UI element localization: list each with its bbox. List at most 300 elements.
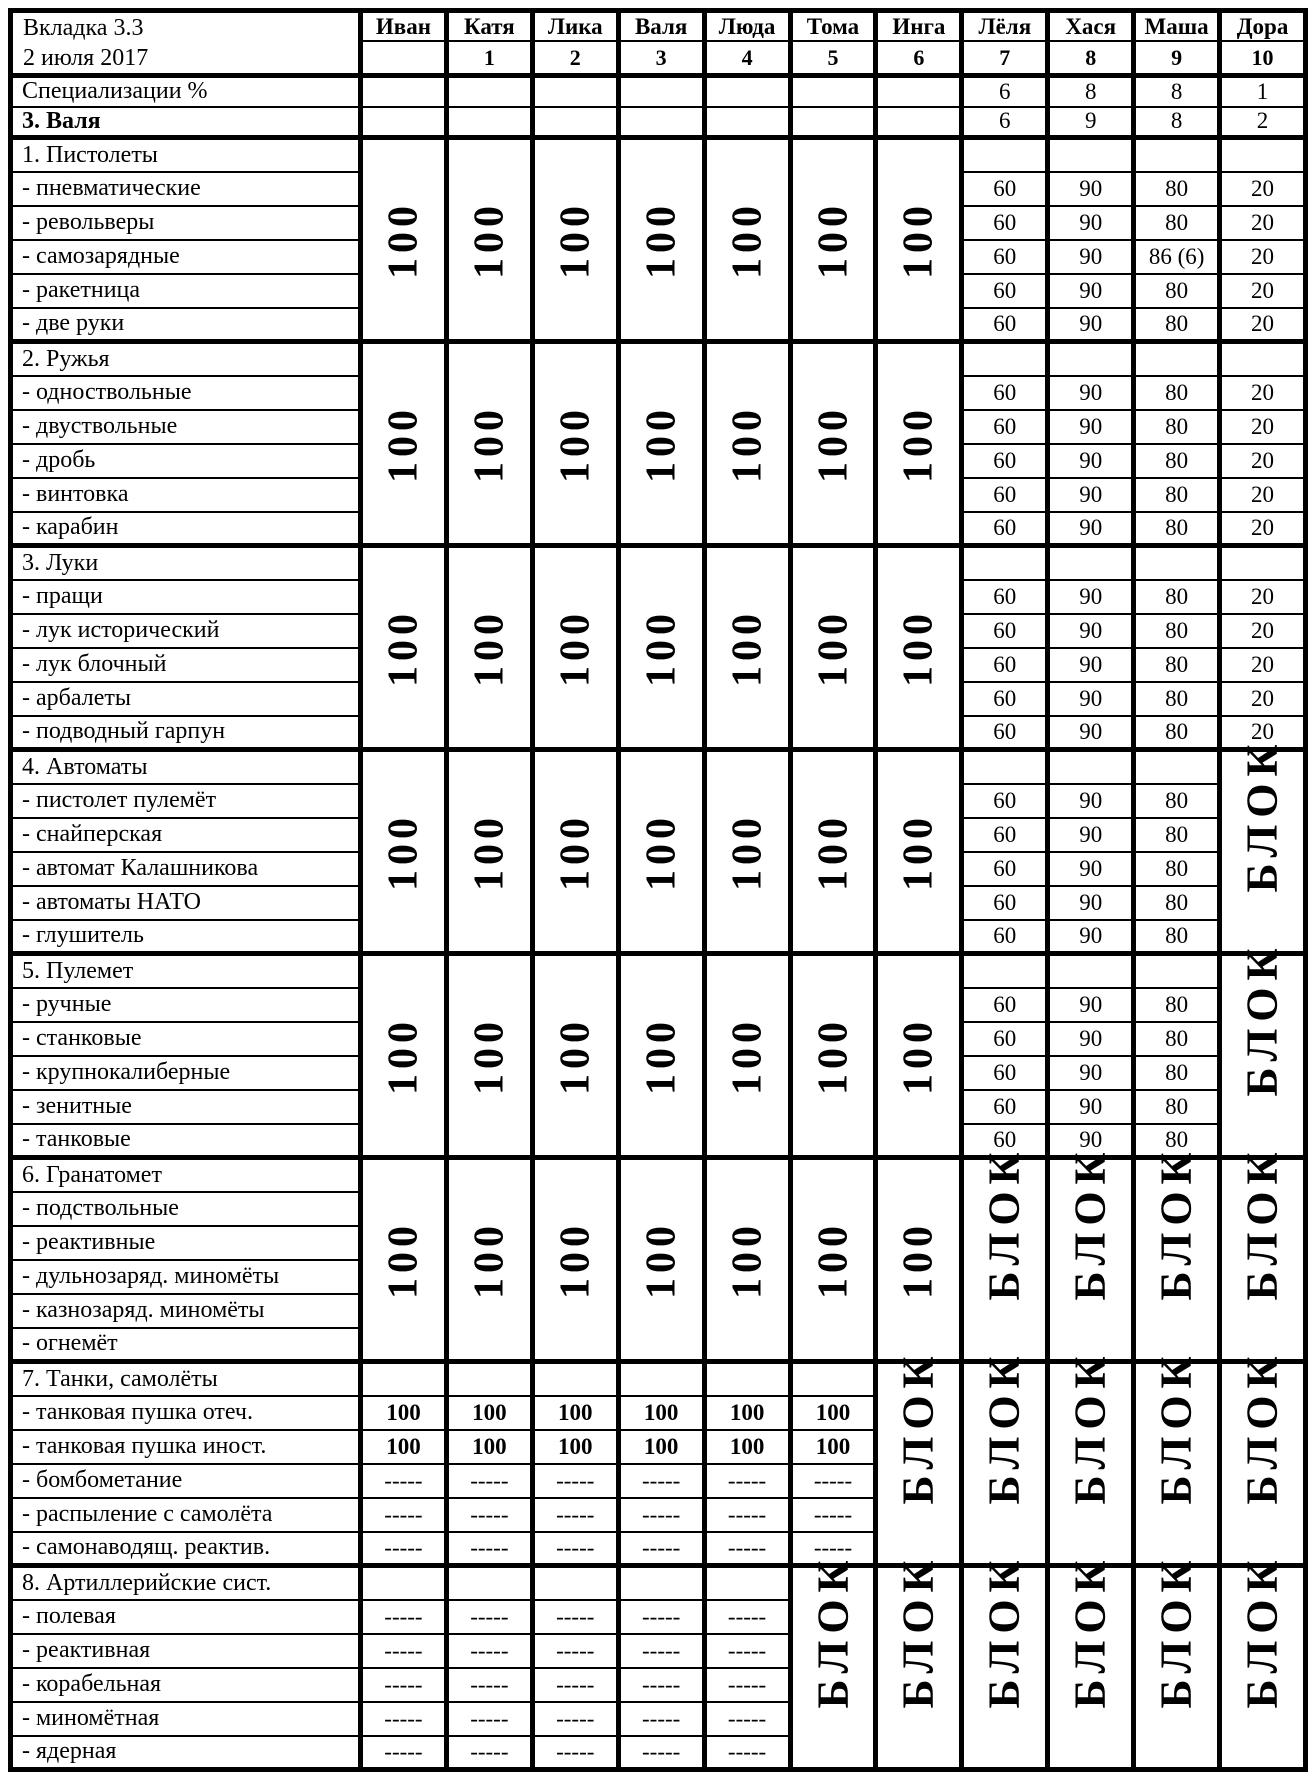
value-cell: 80	[1134, 818, 1220, 852]
rotated-100: 100	[638, 200, 685, 279]
block-cell	[876, 1553, 962, 1770]
value-cell: 100	[790, 1396, 876, 1430]
item-label: - танковые	[11, 1124, 361, 1158]
value-cell: 90	[1048, 1056, 1134, 1090]
valya-row-label: 3. Валя	[11, 107, 361, 138]
merged-100-cell	[876, 138, 962, 342]
item-label: - дробь	[11, 444, 361, 478]
value-cell: 60	[962, 988, 1048, 1022]
rotated-100: 100	[895, 1220, 942, 1299]
merged-100-cell	[532, 546, 618, 750]
value-cell: 1	[1220, 76, 1306, 107]
person-header-katya: Катя	[446, 11, 532, 42]
value-cell: -----	[446, 1498, 532, 1532]
value-cell: -----	[361, 1532, 447, 1566]
rotated-block: БЛОК	[1237, 941, 1287, 1096]
value-cell: -----	[361, 1668, 447, 1702]
empty-cell	[532, 107, 618, 138]
value-cell: 80	[1134, 478, 1220, 512]
value-cell: 90	[1048, 444, 1134, 478]
value-cell: -----	[790, 1464, 876, 1498]
empty-cell	[962, 750, 1048, 784]
value-cell: 80	[1134, 784, 1220, 818]
value-cell: 90	[1048, 682, 1134, 716]
merged-100-cell	[532, 1158, 618, 1362]
item-label: - лук исторический	[11, 614, 361, 648]
merged-100-cell	[704, 750, 790, 954]
section-title: 1. Пистолеты	[11, 138, 361, 172]
rotated-100: 100	[809, 608, 856, 687]
value-cell: -----	[446, 1668, 532, 1702]
rotated-100: 100	[380, 1016, 427, 1095]
rotated-100: 100	[552, 1016, 599, 1095]
value-cell: 100	[618, 1430, 704, 1464]
empty-cell	[1134, 138, 1220, 172]
empty-cell	[1048, 954, 1134, 988]
rotated-block: БЛОК	[1237, 737, 1287, 892]
block-cell	[1048, 1145, 1134, 1362]
block-cell	[1220, 941, 1306, 1158]
rotated-100: 100	[895, 1016, 942, 1095]
person-header-masha: Маша	[1134, 11, 1220, 42]
value-cell: 20	[1220, 410, 1306, 444]
value-cell: -----	[532, 1600, 618, 1634]
rotated-block: БЛОК	[979, 1145, 1029, 1300]
item-label: - танковая пушка иност.	[11, 1430, 361, 1464]
person-number: 10	[1220, 41, 1306, 75]
rotated-100: 100	[466, 608, 513, 687]
item-label: - станковые	[11, 1022, 361, 1056]
block-cell	[1048, 1553, 1134, 1770]
sheet-title: Вкладка 3.3	[23, 15, 144, 41]
value-cell: 90	[1048, 512, 1134, 546]
merged-100-cell	[704, 954, 790, 1158]
person-number: 3	[618, 41, 704, 75]
item-label: - арбалеты	[11, 682, 361, 716]
item-label: - самозарядные	[11, 240, 361, 274]
value-cell: -----	[361, 1702, 447, 1736]
section-title: 8. Артиллерийские сист.	[11, 1566, 361, 1600]
block-cell	[1134, 1553, 1220, 1770]
value-cell: 90	[1048, 784, 1134, 818]
empty-cell	[532, 76, 618, 107]
merged-100-cell	[790, 546, 876, 750]
value-cell: 80	[1134, 1056, 1220, 1090]
rotated-100: 100	[724, 404, 771, 483]
value-cell: 90	[1048, 920, 1134, 954]
value-cell: 20	[1220, 206, 1306, 240]
value-cell: 60	[962, 716, 1048, 750]
merged-100-cell	[876, 1158, 962, 1362]
rotated-block: БЛОК	[1237, 1553, 1287, 1708]
rotated-100: 100	[809, 1220, 856, 1299]
value-cell: 80	[1134, 886, 1220, 920]
rotated-100: 100	[638, 812, 685, 891]
merged-100-cell	[704, 546, 790, 750]
rotated-100: 100	[466, 812, 513, 891]
item-label: - бомбометание	[11, 1464, 361, 1498]
person-header-lelya: Лёля	[962, 11, 1048, 42]
item-label: - снайперская	[11, 818, 361, 852]
value-cell: 80	[1134, 716, 1220, 750]
value-cell: 20	[1220, 580, 1306, 614]
empty-cell	[876, 76, 962, 107]
value-cell: 60	[962, 1124, 1048, 1158]
value-cell: 20	[1220, 648, 1306, 682]
value-cell: -----	[532, 1668, 618, 1702]
merged-100-cell	[618, 546, 704, 750]
value-cell: 80	[1134, 920, 1220, 954]
value-cell: 60	[962, 444, 1048, 478]
value-cell: 20	[1220, 308, 1306, 342]
merged-100-cell	[876, 546, 962, 750]
value-cell: -----	[446, 1634, 532, 1668]
person-number: 7	[962, 41, 1048, 75]
value-cell: 8	[1048, 76, 1134, 107]
value-cell: 60	[962, 274, 1048, 308]
rotated-block: БЛОК	[1151, 1349, 1201, 1504]
value-cell: 20	[1220, 376, 1306, 410]
value-cell: 100	[790, 1430, 876, 1464]
item-label: - танковая пушка отеч.	[11, 1396, 361, 1430]
value-cell: 60	[962, 1056, 1048, 1090]
rotated-block: БЛОК	[1237, 1349, 1287, 1504]
merged-100-cell	[790, 954, 876, 1158]
merged-100-cell	[446, 750, 532, 954]
merged-100-cell	[876, 342, 962, 546]
rotated-100: 100	[466, 1220, 513, 1299]
value-cell: 80	[1134, 376, 1220, 410]
merged-100-cell	[618, 1158, 704, 1362]
item-label: - карабин	[11, 512, 361, 546]
merged-100-cell	[790, 1158, 876, 1362]
merged-100-cell	[704, 1158, 790, 1362]
item-label: - двуствольные	[11, 410, 361, 444]
value-cell: 80	[1134, 1022, 1220, 1056]
empty-cell	[618, 1566, 704, 1600]
rotated-100: 100	[724, 812, 771, 891]
rotated-100: 100	[895, 812, 942, 891]
value-cell: -----	[361, 1600, 447, 1634]
value-cell: 6	[962, 76, 1048, 107]
item-label: - корабельная	[11, 1668, 361, 1702]
empty-cell	[1134, 954, 1220, 988]
person-number: 1	[446, 41, 532, 75]
empty-cell	[361, 107, 447, 138]
item-label: - револьверы	[11, 206, 361, 240]
empty-cell	[962, 138, 1048, 172]
item-label: - реактивная	[11, 1634, 361, 1668]
block-cell	[1220, 737, 1306, 954]
value-cell: -----	[446, 1702, 532, 1736]
value-cell: 2	[1220, 107, 1306, 138]
value-cell: -----	[618, 1532, 704, 1566]
item-label: - зенитные	[11, 1090, 361, 1124]
rotated-block: БЛОК	[807, 1553, 857, 1708]
item-label: - полевая	[11, 1600, 361, 1634]
rotated-100: 100	[724, 200, 771, 279]
value-cell: 80	[1134, 852, 1220, 886]
merged-100-cell	[618, 750, 704, 954]
person-number: 2	[532, 41, 618, 75]
value-cell: 80	[1134, 410, 1220, 444]
value-cell: 8	[1134, 107, 1220, 138]
person-header-valya: Валя	[618, 11, 704, 42]
item-label: - две руки	[11, 308, 361, 342]
item-label: - крупнокалиберные	[11, 1056, 361, 1090]
merged-100-cell	[790, 342, 876, 546]
value-cell: -----	[446, 1600, 532, 1634]
rotated-100: 100	[466, 404, 513, 483]
item-label: - пневматические	[11, 172, 361, 206]
value-cell: 20	[1220, 478, 1306, 512]
value-cell: 90	[1048, 410, 1134, 444]
rotated-block: БЛОК	[979, 1553, 1029, 1708]
item-label: - огнемёт	[11, 1328, 361, 1362]
value-cell: -----	[618, 1600, 704, 1634]
rotated-block: БЛОК	[893, 1349, 943, 1504]
value-cell: -----	[361, 1634, 447, 1668]
item-label: - автомат Калашникова	[11, 852, 361, 886]
section-title: 5. Пулемет	[11, 954, 361, 988]
empty-cell	[1134, 342, 1220, 376]
rotated-100: 100	[809, 1016, 856, 1095]
specializations-table	[8, 8, 1308, 1772]
empty-cell	[1048, 750, 1134, 784]
rotated-100: 100	[638, 608, 685, 687]
block-cell	[1220, 1145, 1306, 1362]
value-cell: 60	[962, 410, 1048, 444]
merged-100-cell	[618, 342, 704, 546]
block-cell	[1220, 1349, 1306, 1566]
value-cell: -----	[704, 1736, 790, 1770]
value-cell: -----	[361, 1736, 447, 1770]
person-header-ivan: Иван	[361, 11, 447, 42]
value-cell: 90	[1048, 376, 1134, 410]
rotated-100: 100	[724, 1016, 771, 1095]
value-cell: -----	[618, 1736, 704, 1770]
value-cell: 60	[962, 1022, 1048, 1056]
value-cell: 60	[962, 784, 1048, 818]
value-cell: 20	[1220, 172, 1306, 206]
person-number	[361, 41, 447, 75]
merged-100-cell	[532, 954, 618, 1158]
value-cell: 60	[962, 614, 1048, 648]
merged-100-cell	[876, 750, 962, 954]
rotated-100: 100	[552, 200, 599, 279]
item-label: - винтовка	[11, 478, 361, 512]
block-cell	[1220, 1553, 1306, 1770]
rotated-block: БЛОК	[1065, 1145, 1115, 1300]
empty-cell	[1048, 138, 1134, 172]
merged-100-cell	[790, 138, 876, 342]
rotated-100: 100	[552, 1220, 599, 1299]
merged-100-cell	[532, 342, 618, 546]
value-cell: 90	[1048, 172, 1134, 206]
rotated-100: 100	[895, 608, 942, 687]
value-cell: 20	[1220, 614, 1306, 648]
rotated-100: 100	[380, 200, 427, 279]
block-cell	[962, 1553, 1048, 1770]
value-cell: 60	[962, 818, 1048, 852]
value-cell: 80	[1134, 1124, 1220, 1158]
empty-cell	[962, 954, 1048, 988]
merged-100-cell	[876, 954, 962, 1158]
merged-100-cell	[361, 546, 447, 750]
value-cell: 90	[1048, 274, 1134, 308]
merged-100-cell	[446, 342, 532, 546]
section-title: 7. Танки, самолёты	[11, 1362, 361, 1396]
empty-cell	[704, 107, 790, 138]
section-title: 6. Гранатомет	[11, 1158, 361, 1192]
person-number: 4	[704, 41, 790, 75]
value-cell: 80	[1134, 206, 1220, 240]
merged-100-cell	[361, 750, 447, 954]
person-number: 6	[876, 41, 962, 75]
value-cell: 100	[361, 1396, 447, 1430]
rotated-100: 100	[552, 812, 599, 891]
rotated-100: 100	[638, 1016, 685, 1095]
value-cell: 20	[1220, 274, 1306, 308]
section-title: 3. Луки	[11, 546, 361, 580]
value-cell: 60	[962, 206, 1048, 240]
value-cell: 60	[962, 1090, 1048, 1124]
value-cell: 60	[962, 478, 1048, 512]
value-cell: 80	[1134, 648, 1220, 682]
person-header-toma: Тома	[790, 11, 876, 42]
value-cell: 60	[962, 240, 1048, 274]
rotated-block: БЛОК	[1065, 1349, 1115, 1504]
value-cell: 60	[962, 172, 1048, 206]
rotated-100: 100	[466, 200, 513, 279]
value-cell: 80	[1134, 1090, 1220, 1124]
sheet-date: 2 июля 2017	[23, 45, 149, 71]
item-label: - ручные	[11, 988, 361, 1022]
value-cell: 80	[1134, 512, 1220, 546]
item-label: - распыление с самолёта	[11, 1498, 361, 1532]
block-cell	[876, 1349, 962, 1566]
item-label: - ядерная	[11, 1736, 361, 1770]
merged-100-cell	[618, 138, 704, 342]
empty-cell	[790, 76, 876, 107]
item-label: - пращи	[11, 580, 361, 614]
value-cell: 20	[1220, 682, 1306, 716]
empty-cell	[532, 1566, 618, 1600]
value-cell: -----	[361, 1464, 447, 1498]
value-cell: 9	[1048, 107, 1134, 138]
rotated-100: 100	[380, 812, 427, 891]
rotated-100: 100	[809, 404, 856, 483]
value-cell: 60	[962, 308, 1048, 342]
item-label: - самонаводящ. реактив.	[11, 1532, 361, 1566]
item-label: - автоматы НАТО	[11, 886, 361, 920]
empty-cell	[618, 76, 704, 107]
empty-cell	[1220, 342, 1306, 376]
value-cell: -----	[704, 1668, 790, 1702]
empty-cell	[704, 76, 790, 107]
value-cell: 90	[1048, 206, 1134, 240]
value-cell: 100	[704, 1396, 790, 1430]
person-number: 8	[1048, 41, 1134, 75]
person-header-hasya: Хася	[1048, 11, 1134, 42]
value-cell: -----	[532, 1532, 618, 1566]
value-cell: -----	[532, 1702, 618, 1736]
merged-100-cell	[361, 138, 447, 342]
empty-cell	[446, 1362, 532, 1396]
value-cell: 90	[1048, 614, 1134, 648]
value-cell: 8	[1134, 76, 1220, 107]
rotated-100: 100	[638, 404, 685, 483]
empty-cell	[790, 1362, 876, 1396]
value-cell: -----	[790, 1498, 876, 1532]
value-cell: 60	[962, 580, 1048, 614]
empty-cell	[962, 342, 1048, 376]
value-cell: 90	[1048, 716, 1134, 750]
block-cell	[1134, 1145, 1220, 1362]
rotated-100: 100	[466, 1016, 513, 1095]
value-cell: -----	[704, 1498, 790, 1532]
value-cell: 80	[1134, 614, 1220, 648]
merged-100-cell	[532, 138, 618, 342]
person-number: 5	[790, 41, 876, 75]
section-title: 4. Автоматы	[11, 750, 361, 784]
empty-cell	[361, 76, 447, 107]
value-cell: 100	[618, 1396, 704, 1430]
block-cell	[1134, 1349, 1220, 1566]
merged-100-cell	[446, 954, 532, 1158]
value-cell: 60	[962, 920, 1048, 954]
rotated-100: 100	[638, 1220, 685, 1299]
merged-100-cell	[618, 954, 704, 1158]
value-cell: -----	[446, 1736, 532, 1770]
value-cell: 60	[962, 886, 1048, 920]
person-header-inga: Инга	[876, 11, 962, 42]
item-label: - пистолет пулемёт	[11, 784, 361, 818]
person-header-dora: Дора	[1220, 11, 1306, 42]
value-cell: 90	[1048, 1090, 1134, 1124]
value-cell: -----	[532, 1464, 618, 1498]
merged-100-cell	[704, 138, 790, 342]
value-cell: 100	[446, 1396, 532, 1430]
rotated-100: 100	[380, 608, 427, 687]
empty-cell	[361, 1566, 447, 1600]
value-cell: 90	[1048, 818, 1134, 852]
empty-cell	[876, 107, 962, 138]
rotated-100: 100	[380, 1220, 427, 1299]
person-number: 9	[1134, 41, 1220, 75]
value-cell: -----	[790, 1532, 876, 1566]
corner-cell	[11, 11, 361, 76]
rotated-100: 100	[895, 200, 942, 279]
value-cell: 90	[1048, 886, 1134, 920]
empty-cell	[532, 1362, 618, 1396]
value-cell: -----	[618, 1464, 704, 1498]
value-cell: -----	[532, 1498, 618, 1532]
empty-cell	[790, 107, 876, 138]
person-header-lyuda: Люда	[704, 11, 790, 42]
empty-cell	[1220, 138, 1306, 172]
value-cell: 80	[1134, 274, 1220, 308]
value-cell: 80	[1134, 172, 1220, 206]
value-cell: 100	[704, 1430, 790, 1464]
value-cell: -----	[361, 1498, 447, 1532]
empty-cell	[1048, 342, 1134, 376]
value-cell: 90	[1048, 580, 1134, 614]
value-cell: 90	[1048, 1022, 1134, 1056]
value-cell: -----	[618, 1702, 704, 1736]
value-cell: -----	[704, 1634, 790, 1668]
empty-cell	[618, 107, 704, 138]
